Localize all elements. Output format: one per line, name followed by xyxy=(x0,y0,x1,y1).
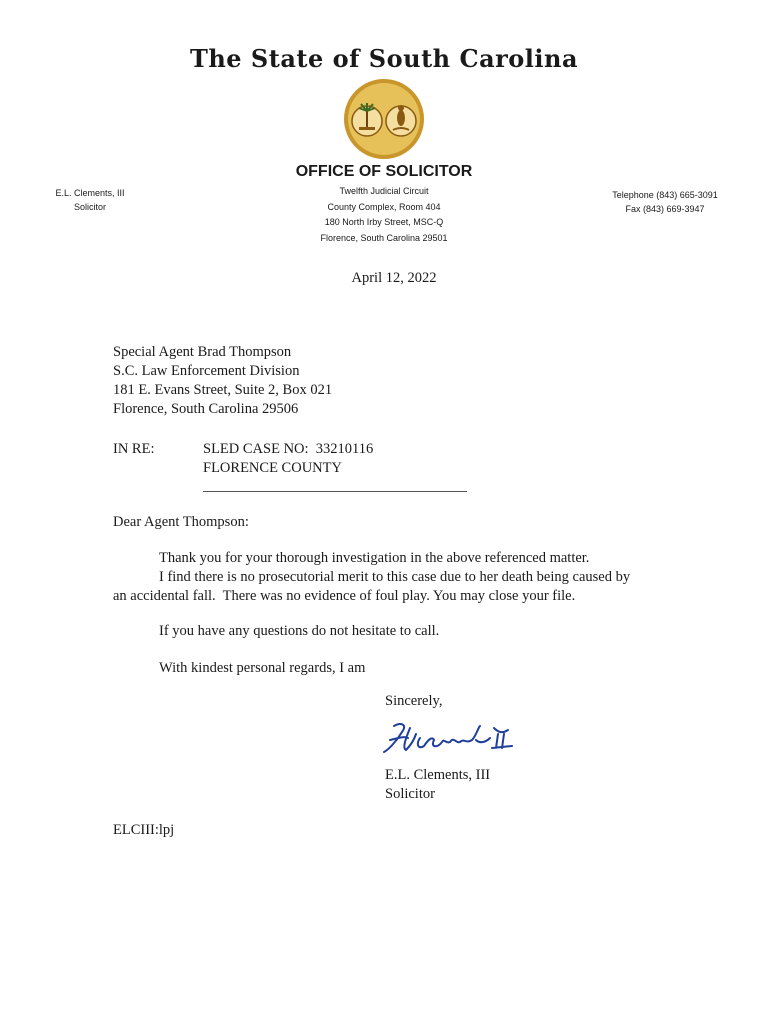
signature-icon xyxy=(380,718,540,758)
paragraph-1 xyxy=(113,549,673,606)
paragraph-3: With kindest personal regards, I am xyxy=(159,660,366,676)
recipient-line: Special Agent Brad Thompson xyxy=(113,344,292,360)
recipient-line: 181 E. Evans Street, Suite 2, Box 021 xyxy=(113,382,333,398)
recipient-block xyxy=(113,343,332,419)
letter-date: April 12, 2022 xyxy=(351,270,437,286)
address-line: Twelfth Judicial Circuit xyxy=(339,186,429,196)
office-address xyxy=(284,184,484,246)
salutation: Dear Agent Thompson: xyxy=(113,514,249,530)
address-line: Florence, South Carolina 29501 xyxy=(320,232,448,243)
fax: Fax (843) 669-3947 xyxy=(625,204,705,214)
solicitor-name: E.L. Clements, III xyxy=(55,188,125,198)
solicitor-title: Solicitor xyxy=(73,202,106,212)
address-line: County Complex, Room 404 xyxy=(327,201,441,212)
in-re-label: IN RE: xyxy=(113,441,155,457)
paragraph-line: an accidental fall. There was no evidence of foul play. You may close your file. xyxy=(113,588,576,604)
county: FLORENCE COUNTY xyxy=(203,460,342,476)
case-number: SLED CASE NO: 33210116 xyxy=(203,441,374,457)
recipient-line: Florence, South Carolina 29506 xyxy=(113,401,299,417)
address-line: 180 North Irby Street, MSC-Q xyxy=(324,217,444,227)
paragraph-2: If you have any questions do not hesitate to call. xyxy=(159,623,440,639)
in-re-value xyxy=(203,440,373,478)
reference-initials: ELCIII:lpj xyxy=(113,822,175,838)
state-seal-icon xyxy=(343,78,425,160)
office-title: OFFICE OF SOLICITOR xyxy=(295,163,473,180)
state-title: The State of South Carolina xyxy=(189,44,579,73)
solicitor-header xyxy=(30,186,150,214)
contact-header xyxy=(590,188,740,216)
signer-title: Solicitor xyxy=(385,786,435,802)
closing: Sincerely, xyxy=(385,693,443,709)
paragraph-line: I find there is no prosecutorial merit to this case due to her death being caused by xyxy=(159,569,631,585)
telephone: Telephone (843) 665-3091 xyxy=(612,190,718,200)
paragraph-line: Thank you for your thorough investigation in the above referenced matter. xyxy=(159,550,590,566)
divider-line xyxy=(203,491,467,492)
signature-block xyxy=(385,766,490,804)
signer-name: E.L. Clements, III xyxy=(385,767,491,783)
recipient-line: S.C. Law Enforcement Division xyxy=(113,363,300,379)
